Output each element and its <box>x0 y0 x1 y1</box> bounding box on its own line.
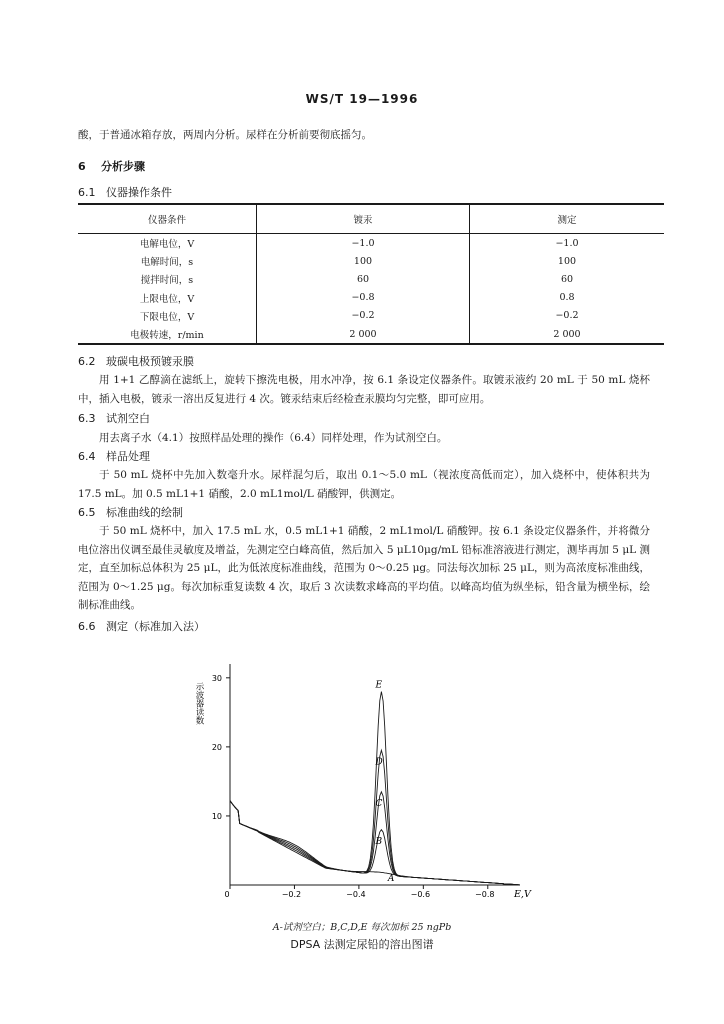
series-label: C <box>375 798 383 809</box>
section-6-4-text: 于 50 mL 烧杯中先加入数毫升水。尿样混匀后，取出 0.1～5.0 mL（视浓度高低而定），加入烧杯中，使体积共为 17.5 mL。加 0.5 mL1+1 硝酸，2.0 mL1mol/L 硝酸钾，供测定。 <box>78 469 650 500</box>
x-tick-label: −0.8 <box>475 890 495 899</box>
x-tick-label: −0.2 <box>281 890 302 899</box>
table-row <box>78 289 664 307</box>
table-row <box>78 307 664 325</box>
table-cell: 100 <box>257 252 470 270</box>
table-header-row <box>78 204 664 234</box>
intro-paragraph: 酸，于普通冰箱存放，两周内分析。尿样在分析前要彻底摇匀。 <box>78 129 372 141</box>
series-label: B <box>375 836 383 847</box>
table-cell: 2 000 <box>470 325 665 344</box>
table-cell: 电解电位，V <box>139 239 195 251</box>
section-6-1-heading <box>78 184 172 200</box>
x-tick-label: −0.6 <box>410 890 431 899</box>
page-header: WS/T 19—1996 <box>305 92 419 106</box>
section-6-2-heading <box>78 353 194 369</box>
section-number: 6.2 <box>78 355 96 368</box>
table-header: 测定 <box>470 204 665 234</box>
figure-legend-note: A-试剂空白；B,C,D,E 每次加标 25 ngPb <box>272 922 452 933</box>
section-title: 试剂空白 <box>106 412 150 425</box>
x-tick-label: 0 <box>224 890 230 899</box>
section-title: 测定（标准加入法） <box>106 620 205 633</box>
table-cell: −0.2 <box>470 307 665 325</box>
section-6-3-text: 用去离子水（4.1）按照样品处理的操作（6.4）同样处理，作为试剂空白。 <box>99 432 448 444</box>
x-axis-label: E,V <box>514 889 531 900</box>
section-number: 6.3 <box>78 412 96 425</box>
y-axis-label: 示波器读数 <box>194 682 204 725</box>
section-number: 6.1 <box>78 186 96 199</box>
series-curve-D <box>230 750 520 885</box>
table-cell: 下限电位，V <box>139 311 195 323</box>
table-cell: 搅拌时间，s <box>140 275 194 287</box>
section-number: 6.4 <box>78 450 96 463</box>
table-cell: 电解时间，s <box>140 257 194 269</box>
table-cell: 上限电位，V <box>139 293 195 305</box>
table-cell: 电极转速，r/min <box>78 325 257 344</box>
table-cell: 60 <box>470 270 665 288</box>
table-header: 仪器条件 <box>78 204 257 234</box>
section-title: 样品处理 <box>106 450 150 463</box>
series-label: E <box>375 680 383 691</box>
table-row <box>78 252 664 270</box>
table-cell: 60 <box>257 270 470 288</box>
figure-caption: DPSA 法测定尿铅的溶出图谱 <box>290 938 434 951</box>
table-row <box>78 234 664 253</box>
table-cell: 0.8 <box>470 289 665 307</box>
section-6-3-heading <box>78 410 150 426</box>
table-header: 镀汞 <box>257 204 470 234</box>
section-title: 玻碳电极预镀汞膜 <box>106 355 194 368</box>
section-6-heading <box>78 158 145 174</box>
table-cell: −0.8 <box>257 289 470 307</box>
table-cell: −0.2 <box>257 307 470 325</box>
section-6-5-heading <box>78 504 183 520</box>
y-tick-label: 30 <box>211 673 222 683</box>
section-number: 6 <box>78 160 86 173</box>
series-label: D <box>375 757 383 768</box>
section-6-6-heading <box>78 618 205 634</box>
section-title: 分析步骤 <box>100 160 145 173</box>
y-tick-label: 10 <box>211 811 222 821</box>
table-row <box>78 325 664 344</box>
table-cell: 100 <box>470 252 665 270</box>
table-cell: 2 000 <box>257 325 470 344</box>
section-6-2-text: 用 1+1 乙醇滴在滤纸上，旋转下擦洗电极，用水冲净，按 6.1 条设定仪器条件。取镀汞液约 20 mL 于 50 mL 烧杯中，插入电极，镀汞一溶出反复进行 4 次。镀汞结束后经检查汞膜均匀完整，即可应用。 <box>78 374 650 405</box>
instrument-conditions-table <box>78 203 664 345</box>
y-tick-label: 20 <box>211 742 222 752</box>
section-6-5-text: 于 50 mL 烧杯中，加入 17.5 mL 水，0.5 mL1+1 硝酸，2 mL1mol/L 硝酸钾。按 6.1 条设定仪器条件，并将微分电位溶出仪调至最佳灵敏度及增益，先测定空白峰高值，然后加入 5 μL10μg/mL 铅标准溶液进行测定，测毕再加 5 μL 测定，直至加标总体积为 25 μL，此为低浓度标准曲线，范围为 0～0.25 μg。同法每次加标 25 μL，则为高浓度标准曲线，范围为 0～1.25 μg。每次加标重复读数 4 次，取后 3 次读数求峰高的平均值。以峰高均值为纵坐标，铅含量为横坐标，绘制标准曲线。 <box>78 525 650 611</box>
section-6-4-heading <box>78 448 150 464</box>
table-cell: −1.0 <box>470 234 665 253</box>
section-title: 仪器操作条件 <box>106 186 172 199</box>
section-title: 标准曲线的绘制 <box>106 506 183 519</box>
series-label: A <box>387 873 395 884</box>
x-tick-label: −0.4 <box>346 890 366 899</box>
section-number: 6.6 <box>78 620 96 633</box>
table-cell: −1.0 <box>257 234 470 253</box>
table-row <box>78 270 664 288</box>
section-number: 6.5 <box>78 506 96 519</box>
stripping-voltammogram-chart <box>150 640 550 912</box>
